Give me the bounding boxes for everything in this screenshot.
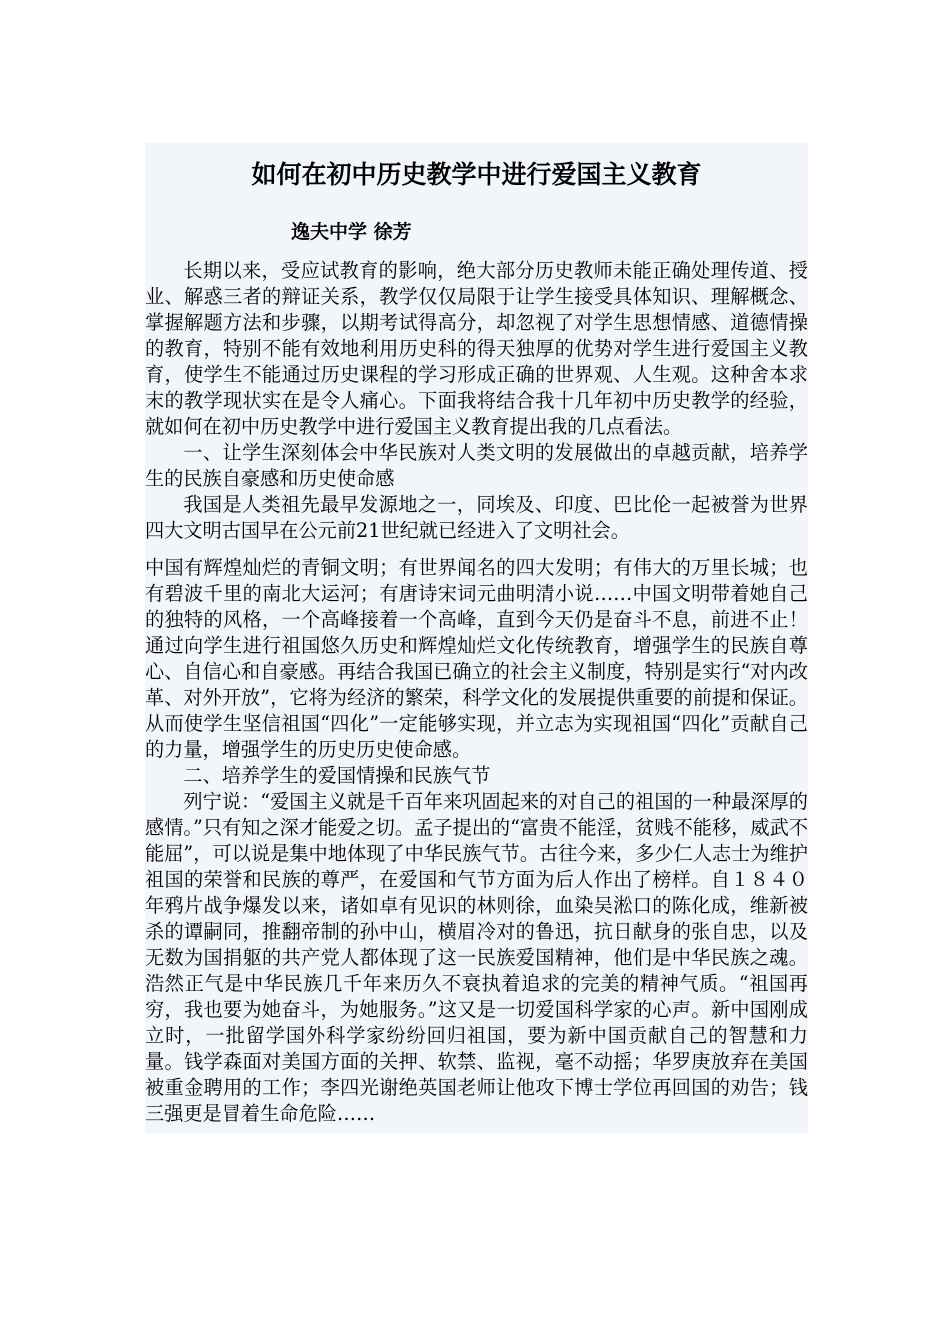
paragraph-civilization: 我国是人类祖先最早发源地之一，同埃及、印度、巴比伦一起被誉为世界四大文明古国早在公元前21世纪就已经进入了文明社会。 (145, 493, 808, 542)
section-heading-1: 一、让学生深刻体会中华民族对人类文明的发展做出的卓越贡献，培养学生的民族自豪感和历史使命感 (145, 441, 808, 490)
paragraph-achievements: 中国有辉煌灿烂的青铜文明；有世界闻名的四大发明；有伟大的万里长城；也有碧波千里的南北大运河；有唐诗宋词元曲明清小说……中国文明带着她自己的独特的风格，一个高峰接着一个高峰，直到今天仍是奋斗不息，前进不止！通过向学生进行祖国悠久历史和辉煌灿烂文化传统教育，增强学生的民族自尊心、自信心和自豪感。再结合我国已确立的社会主义制度，特别是实行“对内改革、对外开放”，它将为经济的繁荣，科学文化的发展提供重要的前提和保证。从而使学生坚信祖国“四化”一定能够实现，并立志为实现祖国“四化”贡献自己的力量，增强学生的历史历史使命感。 (145, 556, 808, 761)
article-author: 逸夫中学 徐芳 (291, 221, 412, 243)
article-block (145, 143, 808, 1133)
section-heading-2: 二、培养学生的爱国情操和民族气节 (183, 764, 491, 787)
paragraph-intro: 长期以来，受应试教育的影响，绝大部分历史教师未能正确处理传道、授业、解惑三者的辩证关系，教学仅仅局限于让学生接受具体知识、理解概念、掌握解题方法和步骤，以期考试得高分，却忽视了对学生思想情感、道德情操的教育，特别不能有效地利用历史科的得天独厚的优势对学生进行爱国主义教育，使学生不能通过历史课程的学习形成正确的世界观、人生观。这种舍本求末的教学现状实在是令人痛心。下面我将结合我十几年初中历史教学的经验，就如何在初中历史教学中进行爱国主义教育提出我的几点看法。 (145, 259, 808, 438)
paragraph-patriotism: 列宁说：“爱国主义就是千百年来巩固起来的对自己的祖国的一种最深厚的感情。”只有知之深才能爱之切。孟子提出的“富贵不能淫，贫贱不能移，威武不能屈”，可以说是集中地体现了中华民族气节。古往今来，多少仁人志士为维护祖国的荣誉和民族的尊严，在爱国和气节方面为后人作出了榜样。自１８４０年鸦片战争爆发以来，诸如卓有见识的林则徐，血染吴淞口的陈化成，维新被杀的谭嗣同，推翻帝制的孙中山，横眉冷对的鲁迅，抗日献身的张自忠，以及无数为国捐躯的共产党人都体现了这一民族爱国精神，他们是中华民族之魂。浩然正气是中华民族几千年来历久不衰执着追求的完美的精神气质。“祖国再穷，我也要为她奋斗，为她服务。”这又是一切爱国科学家的心声。新中国刚成立时，一批留学国外科学家纷纷回归祖国，要为新中国贡献自己的智慧和力量。钱学森面对美国方面的关押、软禁、监视，毫不动摇；华罗庚放弃在美国被重金聘用的工作；李四光谢绝英国老师让他攻下博士学位再回国的劝告；钱三强更是冒着生命危险…… (145, 790, 808, 1125)
article-body (145, 258, 808, 1127)
article-title: 如何在初中历史教学中进行爱国主义教育 (251, 160, 702, 189)
